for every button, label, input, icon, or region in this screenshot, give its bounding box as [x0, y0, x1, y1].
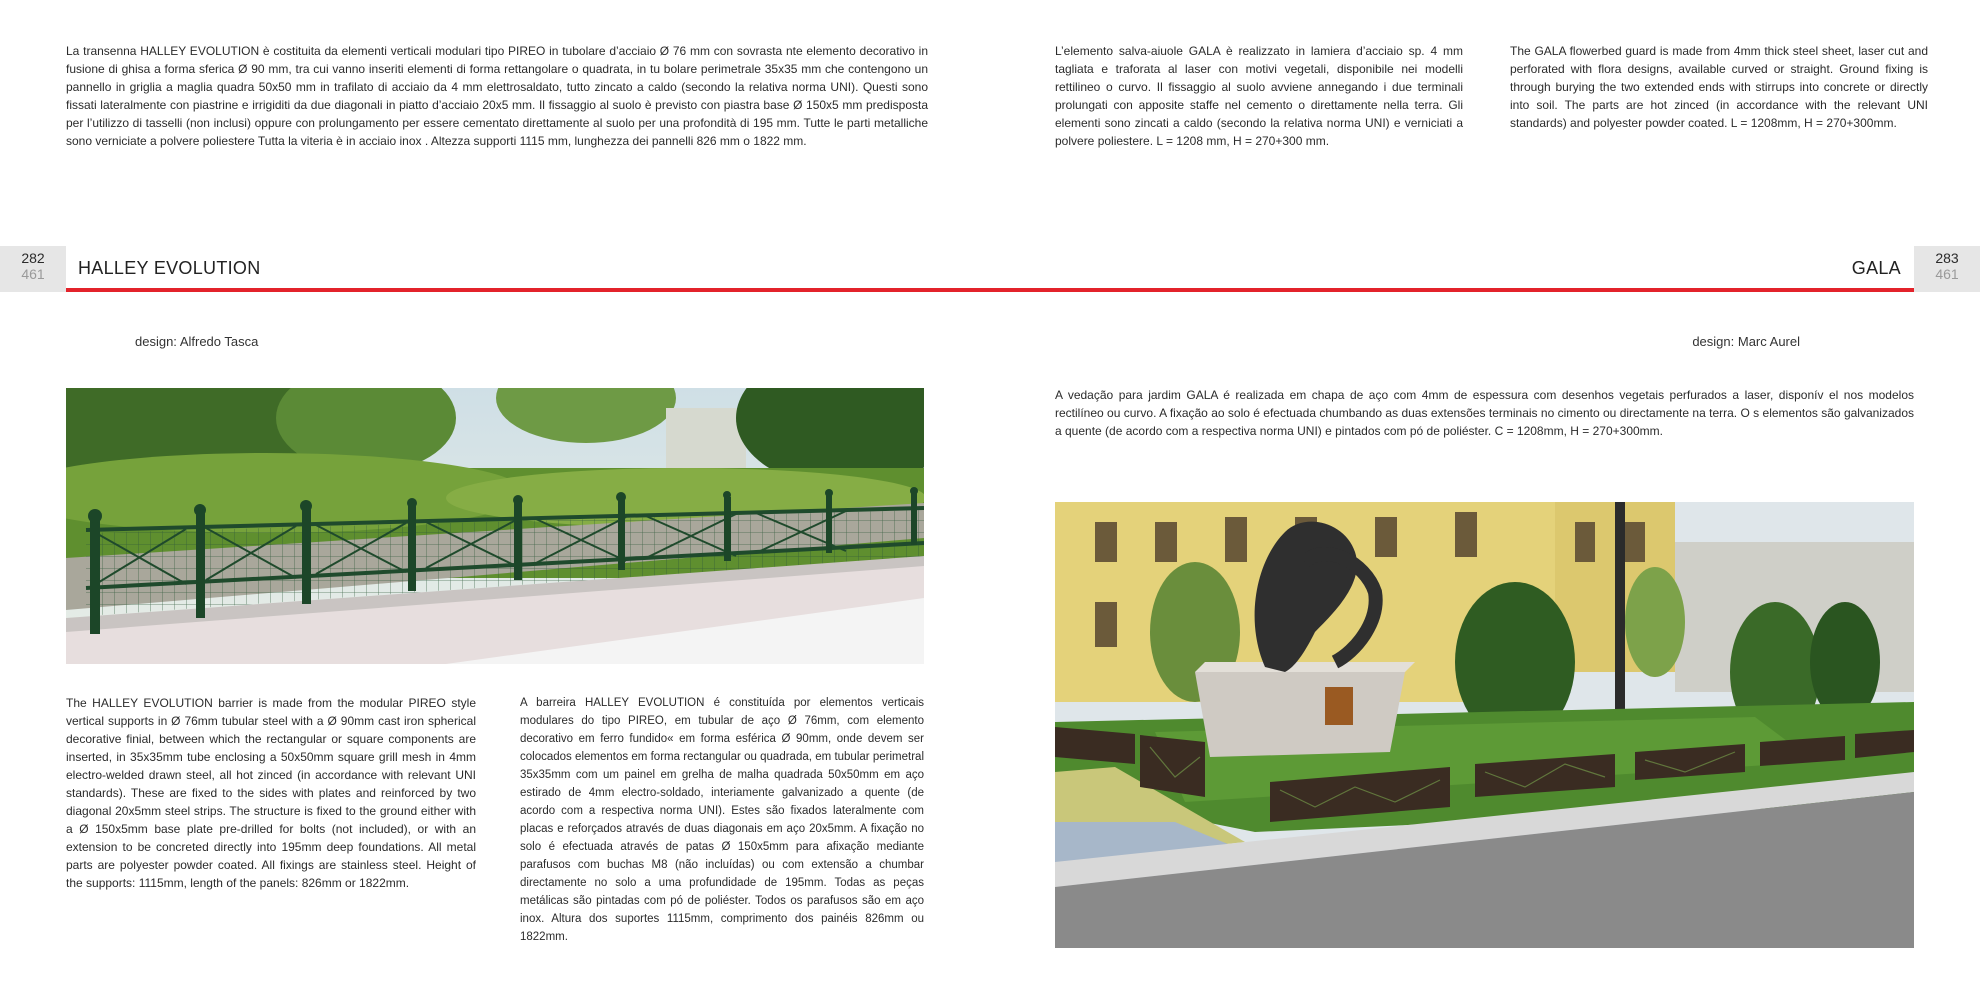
page-number: 283 — [1935, 250, 1959, 266]
halley-portuguese-description: A barreira HALLEY EVOLUTION é constituída por elementos verticais modulares do tipo PIREO, em tubular de aço Ø 76mm, com elemento decorativo em ferro fundido« em forma esférica Ø 90mm, onde devem ser colocados elementos em forma rectangular ou quadrada, em tubular perimetral 35x35mm com um painel em grelha de malha quadrada 50x50mm em aço estirado de 4mm electro-soldado, interiamente galvanizado a quente (de acordo com a respectiva norma UNI). Estes são fixados lateralmente com placas e reforçados através de duas diagonais em aço 20x5mm. A fixação no solo é efectuada através de patas Ø 150x5mm para afixação mediante parafusos com buchas M8 (não incluídas) ou com extensão a chumbar directamente no solo a uma profundidade de 195mm. Todas as peças metálicas são pintadas com pó de poliéster. Todos os parafusos são em aço inox. Altura dos suportes 1115mm, comprimento dos painéis 826mm ou 1822mm. — [520, 697, 924, 943]
halley-english-description: The HALLEY EVOLUTION barrier is made from the modular PIREO style vertical supports in Ø 76mm tubular steel with a Ø 90mm cast iron spherical decorative finial, between which the rectangular or square components are inserted, in 35x35mm tube enclosing a 50x50mm square grill mesh in 4mm electro-welded drawn steel, all hot zinced (in accordance with relevant UNI standards). These are fixed to the sides with plates and reinforced by two diagonal 20x5mm steel strips. The structure is fixed to the ground either with a Ø 150x5mm base plate pre-drilled for bolts (not included), or with an extension to be concreted directly into 195mm deep foundations. All metal parts are polyester powder coated. All fixings are stainless steel. Height of the supports: 1115mm, length of the panels: 826mm or 1822mm. — [66, 696, 476, 890]
gala-italian-description: L’elemento salva-aiuole GALA è realizzato in lamiera d’acciaio sp. 4 mm tagliata e traforata al laser con motivi vegetali, disponibile nei modelli rettilineo o curvo. Il fissaggio al suolo avviene annegando i due terminali prolungati con apposite staffe nel cemento o direttamente nella terra. Gli elementi sono zincati a caldo (secondo la relativa norma UNI) e verniciati a polvere poliestere. L = 1208 mm, H = 270+300 mm. — [1055, 44, 1463, 148]
halley-evolution-photo — [66, 388, 924, 664]
product-title-gala: GALA — [1851, 258, 1901, 278]
page-number-tab-left — [0, 246, 66, 292]
total-pages: 461 — [21, 266, 45, 282]
page-number-tab-right — [1914, 246, 1980, 292]
designer-credit-gala: design: Marc Aurel — [1692, 334, 1800, 349]
gala-english-description: The GALA flowerbed guard is made from 4mm thick steel sheet, laser cut and perforated with flora designs, available curved or straight. Ground fixing is through burying the two extended ends with stirrups into concrete or directly into soil. The parts are hot zinced (in accordance with the relevant UNI standards) and polyester powder coated. L = 1208mm, H = 270+300mm. — [1510, 44, 1928, 130]
gala-photo — [1055, 502, 1914, 948]
gala-portuguese-description: A vedação para jardim GALA é realizada em chapa de aço com 4mm de espessura com desenhos vegetais perfurados a laser, disponív el nos modelos rectilíneo ou curvo. A fixação ao solo é efectuada chumbando as duas extensões terminais no cimento ou directamente na terra. O s elementos são galvanizados a quente (de acordo com a respectiva norma UNI) e pintados com pó de poliéster. C = 1208mm, H = 270+300mm. — [1055, 388, 1914, 438]
designer-credit-halley: design: Alfredo Tasca — [135, 334, 259, 349]
page-number: 282 — [21, 250, 45, 266]
total-pages: 461 — [1935, 266, 1959, 282]
header-rule — [66, 288, 1914, 292]
halley-italian-description: La transenna HALLEY EVOLUTION è costituita da elementi verticali modulari tipo PIREO in tubolare d’acciaio Ø 76 mm con sovrasta nte elemento decorativo in fusione di ghisa a forma sferica Ø 90 mm, tra cui vanno inseriti elementi di forma rettangolare o quadrata, in tu bolare perimetrale 35x35 mm che contengono un pannello in griglia a maglia quadra 50x50 mm in trafilato di acciaio da 4 mm elettrosaldato, tutto zincato a caldo (secondo la relativa norma UNI). Questi sono fissati lateralmente con piastrine e irrigiditi da due diagonali in piatto d’acciaio 20x5 mm. Il fissaggio al suolo è previsto con piastra base Ø 150x5 mm predisposta per l’utilizzo di tasselli (non inclusi) oppure con prolungamento per essere cementato direttamente al suolo per una profondità di 195 mm. Tutte le parti metalliche sono verniciate a polvere poliestere Tutta la viteria è in acciaio inox . Altezza supporti 1115 mm, lunghezza dei pannelli 826 mm o 1822 mm. — [66, 44, 928, 148]
product-title-halley: HALLEY EVOLUTION — [78, 258, 261, 278]
